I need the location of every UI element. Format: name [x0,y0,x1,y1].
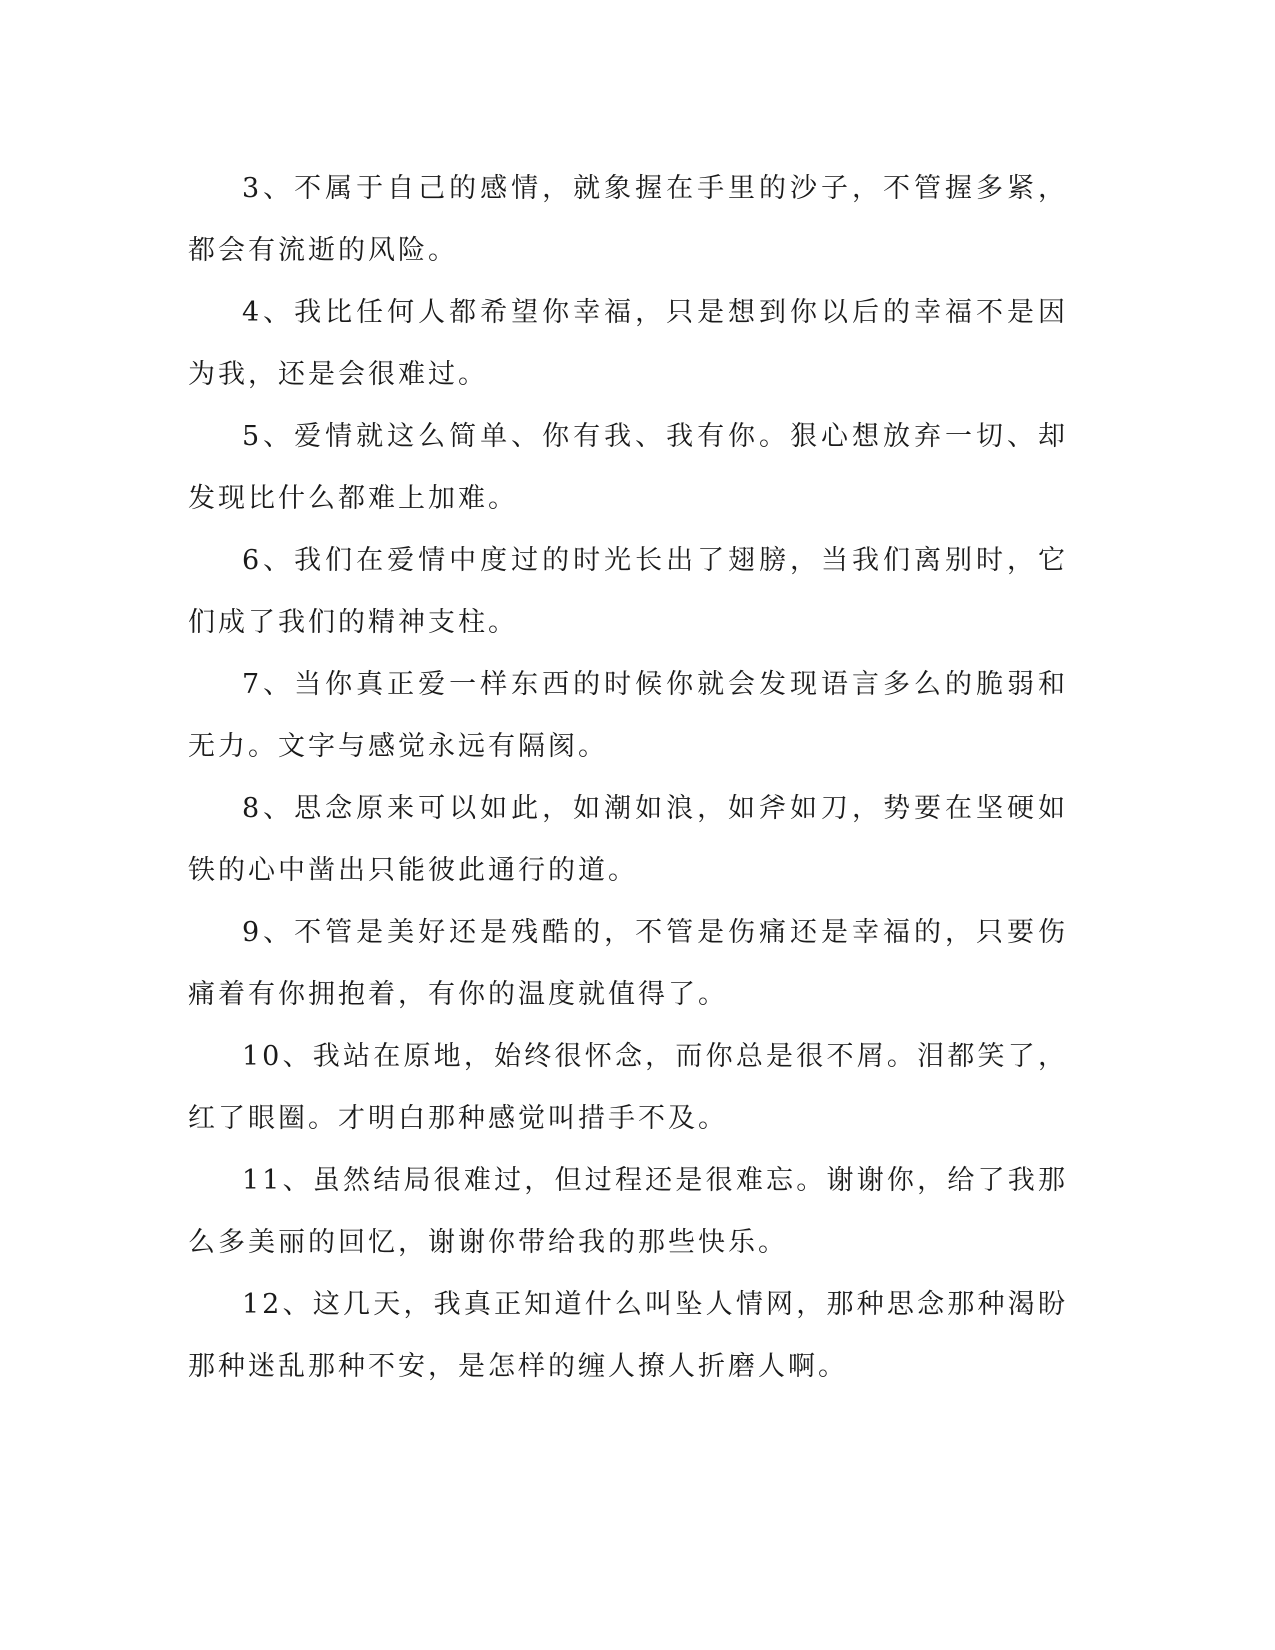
paragraph-5: 5、爱情就这么简单、你有我、我有你。狠心想放弃一切、却发现比什么都难上加难。 [188,421,1068,514]
paragraph-8: 8、思念原来可以如此，如潮如浪，如斧如刀，势要在坚硬如铁的心中凿出只能彼此通行的道。 [188,793,1068,886]
paragraph-6: 6、我们在爱情中度过的时光长出了翅膀，当我们离别时，它们成了我们的精神支柱。 [188,545,1068,638]
paragraph-9: 9、不管是美好还是残酷的，不管是伤痛还是幸福的，只要伤痛着有你拥抱着，有你的温度就值得了。 [188,917,1068,1010]
paragraph-11: 11、虽然结局很难过，但过程还是很难忘。谢谢你，给了我那么多美丽的回忆，谢谢你带给我的那些快乐。 [188,1165,1068,1258]
paragraph-10: 10、我站在原地，始终很怀念，而你总是很不屑。泪都笑了，红了眼圈。才明白那种感觉叫措手不及。 [188,1041,1068,1134]
document-body [188,158,1068,1398]
paragraph-3: 3、不属于自己的感情，就象握在手里的沙子，不管握多紧，都会有流逝的风险。 [188,173,1068,266]
paragraph-12: 12、这几天，我真正知道什么叫坠人情网，那种思念那种渴盼那种迷乱那种不安，是怎样的缠人撩人折磨人啊。 [188,1289,1068,1382]
paragraph-7: 7、当你真正爱一样东西的时候你就会发现语言多么的脆弱和无力。文字与感觉永远有隔阂。 [188,669,1068,762]
paragraph-4: 4、我比任何人都希望你幸福，只是想到你以后的幸福不是因为我，还是会很难过。 [188,297,1068,390]
